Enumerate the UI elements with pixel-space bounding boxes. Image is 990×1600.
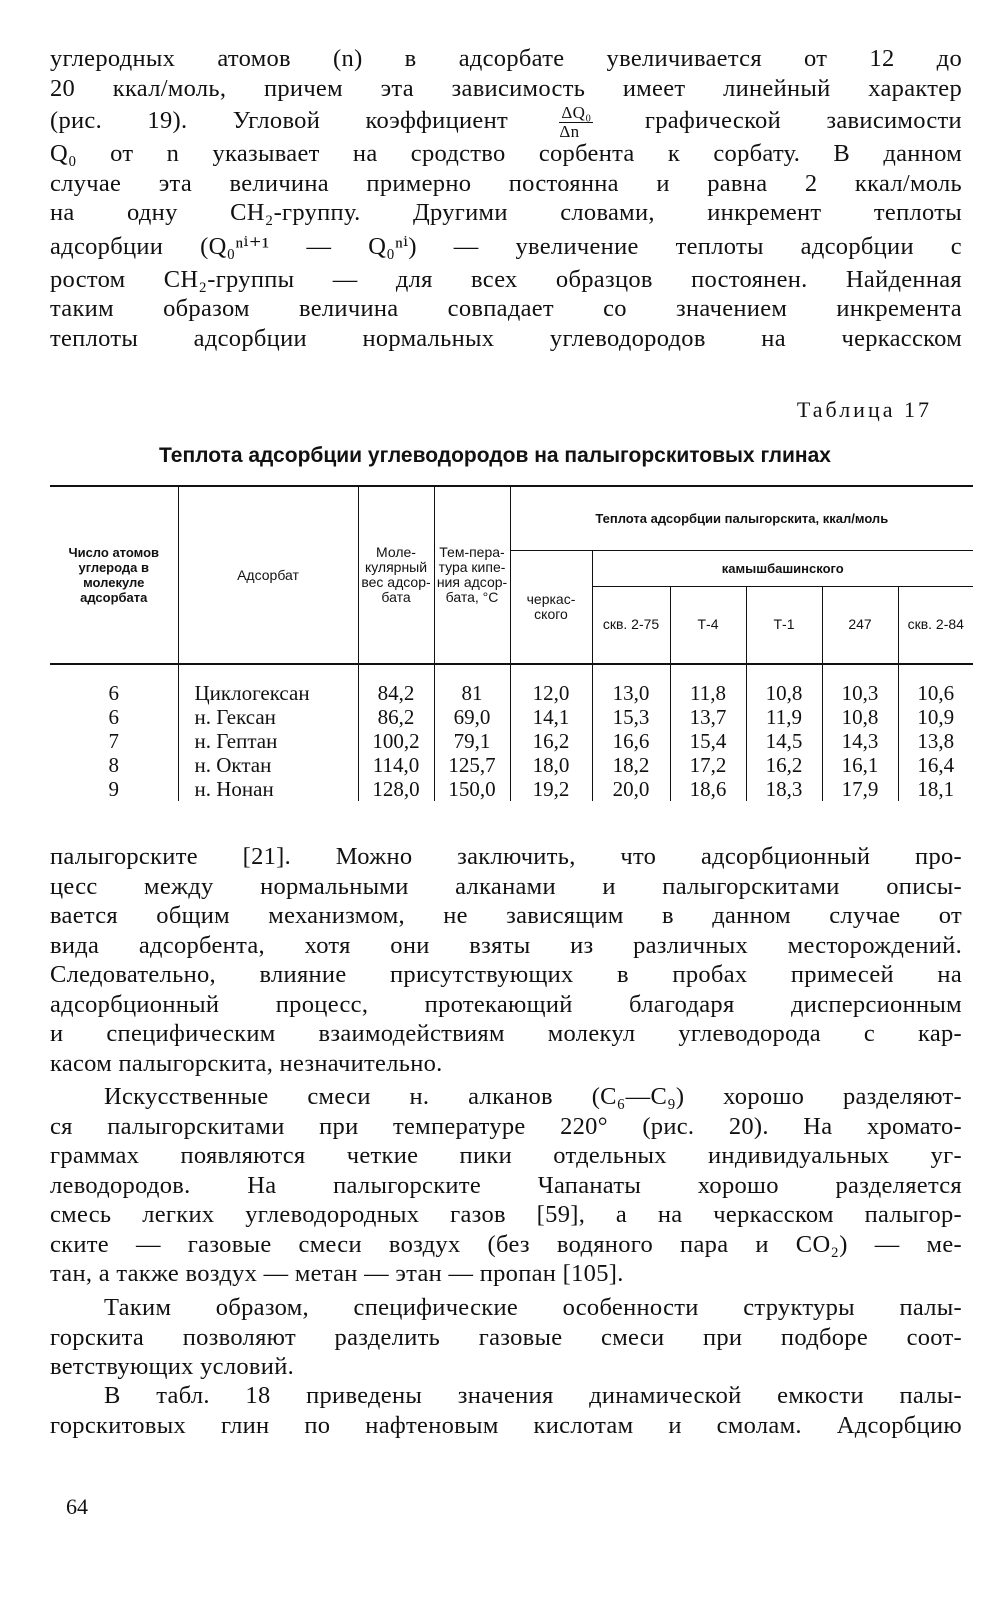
cell-heat: 13,7 [670, 705, 746, 729]
cell-heat: 11,9 [746, 705, 822, 729]
cell-carbon-count: 6 [108, 681, 119, 705]
text-line: Таким образом, специфические особенности структуры палы- [104, 1294, 962, 1321]
cell-heat: 16,4 [898, 753, 973, 777]
text-line: случае эта величина примерно постоянна и равна 2 ккал/моль [50, 169, 962, 197]
text-line: Q₀ от n указывает на сродство сорбента к сорбату. В данном [50, 140, 962, 167]
cell-molecular-weight: 100,2 [358, 729, 434, 753]
cell-heat: 16,6 [592, 729, 670, 753]
text-line: Искусственные смеси н. алканов (C₆—C₉) хорошо разделяют- [104, 1083, 962, 1110]
text-line: ростом CH₂-группы — для всех образцов постоянен. Найденная [50, 265, 962, 293]
cell-carbon-count: 8 [108, 753, 119, 777]
header-adsorbate: Адсорбат [178, 486, 358, 664]
header-boiling-temperature: Тем-пера-тура кипе-ния адсор-бата, °C [434, 486, 510, 664]
cell-heat: 17,9 [822, 777, 898, 801]
cell-carbon-count: 9 [108, 777, 119, 801]
cell-boiling-temp: 81 [434, 664, 510, 705]
table-body [50, 664, 973, 801]
cell-heat: 14,3 [822, 729, 898, 753]
text-line: ветствующих условий. [50, 1353, 295, 1380]
text-line: вается общим механизмом, не зависящим в данном случае от [50, 902, 962, 929]
table-row [50, 705, 973, 729]
cell-molecular-weight: 114,0 [358, 753, 434, 777]
text-line: таким образом величина совпадает со значением инкремента [50, 295, 962, 322]
text-line: на одну CH₂-группу. Другими словами, инкремент теплоты [50, 199, 962, 226]
bottom-paragraph-1 [50, 842, 962, 1078]
text-line: 20 ккал/моль, причем эта зависимость имеет линейный характер [50, 74, 962, 102]
table-row [50, 777, 973, 801]
cell-boiling-temp: 125,7 [434, 753, 510, 777]
header-well-2-84: скв. 2-84 [898, 586, 973, 664]
slope-fraction [559, 104, 593, 141]
cell-adsorbate: н. Нонан [178, 777, 358, 801]
table-number: Таблица 17 [796, 397, 932, 422]
table-row [50, 729, 973, 753]
text-line: и специфическим взаимодействиям молекул углеводорода с кар- [50, 1020, 962, 1047]
cell-boiling-temp: 79,1 [434, 729, 510, 753]
text-line: ся палыгорскитами при температуре 220° (рис. 20). На хромато- [50, 1112, 962, 1140]
text-line: вида адсорбента, хотя они взяты из различных месторождений. [50, 931, 962, 959]
page-number: 64 [66, 1494, 88, 1519]
cell-heat: 15,3 [592, 705, 670, 729]
text-line: горскитовых глин по нафтеновым кислотам и смолам. Адсорбцию [50, 1411, 962, 1439]
text-line: ските — газовые смеси воздух (без водяного пара и CO₂) — ме- [50, 1230, 962, 1258]
text-line: горскита позволяют разделить газовые смеси при подборе соот- [50, 1323, 962, 1351]
header-molecular-weight: Моле-кулярный вес адсор-бата [358, 486, 434, 664]
text-line: Следовательно, влияние присутствующих в пробах примесей на [50, 961, 962, 988]
cell-heat: 18,2 [592, 753, 670, 777]
text-line: В табл. 18 приведены значения динамической емкости палы- [104, 1382, 962, 1409]
cell-heat: 10,6 [898, 664, 973, 705]
cell-heat: 10,8 [746, 664, 822, 705]
header-kamyshbash: камышбашинского [592, 550, 973, 586]
cell-heat: 10,3 [822, 664, 898, 705]
cell-molecular-weight: 86,2 [358, 705, 434, 729]
cell-heat: 18,1 [898, 777, 973, 801]
cell-adsorbate: Циклогексан [178, 664, 358, 705]
fraction-line-before: (рис. 19). Угловой коэффициент [50, 107, 509, 134]
cell-heat: 10,9 [898, 705, 973, 729]
cell-heat: 10,8 [822, 705, 898, 729]
cell-boiling-temp: 150,0 [434, 777, 510, 801]
cell-heat: 15,4 [670, 729, 746, 753]
cell-heat: 17,2 [670, 753, 746, 777]
cell-carbon-count: 7 [108, 729, 119, 753]
bottom-paragraph-4 [50, 1381, 962, 1440]
cell-adsorbate: н. Гексан [178, 705, 358, 729]
text-line: адсорбции (Q₀ⁿⁱ⁺¹ — Q₀ⁿⁱ) — увеличение теплоты адсорбции с [50, 232, 962, 260]
header-t-1: Т-1 [746, 586, 822, 664]
fraction-numerator: ΔQ₀ [561, 102, 592, 122]
cell-heat: 16,2 [510, 729, 592, 753]
table-row [50, 753, 973, 777]
header-cherkassky: черкас-ского [510, 550, 592, 664]
text-line-with-fraction [50, 103, 962, 139]
table-title: Теплота адсорбции углеводородов на палыгорскитовых глинах [159, 444, 831, 467]
cell-heat: 18,3 [746, 777, 822, 801]
header-well-2-75: скв. 2-75 [592, 586, 670, 664]
cell-heat: 20,0 [592, 777, 670, 801]
cell-heat: 16,1 [822, 753, 898, 777]
text-line: леводородов. На палыгорските Чапанаты хорошо разделяется [50, 1171, 962, 1199]
header-t-4: Т-4 [670, 586, 746, 664]
bottom-paragraph-3 [50, 1293, 962, 1382]
fraction-denominator: Δn [559, 121, 580, 141]
cell-heat: 18,0 [510, 753, 592, 777]
cell-heat: 18,6 [670, 777, 746, 801]
text-line: смесь легких углеводородных газов [59], а на черкасском палыгор- [50, 1201, 962, 1228]
top-paragraph [50, 44, 962, 353]
header-heat-of-adsorption: Теплота адсорбции палыгорскита, ккал/моль [510, 486, 973, 550]
cell-adsorbate: н. Гептан [178, 729, 358, 753]
text-line: углеродных атомов (n) в адсорбате увеличивается от 12 до [50, 45, 962, 72]
cell-heat: 13,8 [898, 729, 973, 753]
cell-heat: 13,0 [592, 664, 670, 705]
cell-heat: 14,5 [746, 729, 822, 753]
text-line: касом палыгорскита, незначительно. [50, 1049, 443, 1077]
text-line: адсорбционный процесс, протекающий благодаря дисперсионным [50, 990, 962, 1018]
cell-heat: 14,1 [510, 705, 592, 729]
header-247: 247 [822, 586, 898, 664]
cell-heat: 16,2 [746, 753, 822, 777]
cell-heat: 11,8 [670, 664, 746, 705]
text-line: теплоты адсорбции нормальных углеводородов на черкасском [50, 324, 962, 352]
text-line: тан, а также воздух — метан — этан — пропан [105]. [50, 1260, 624, 1287]
header-carbon-atoms: Число атомов углерода в молекуле адсорбата [50, 486, 178, 664]
text-line: граммах появляются четкие пики отдельных индивидуальных уг- [50, 1142, 962, 1169]
cell-carbon-count: 6 [108, 705, 119, 729]
text-line: палыгорските [21]. Можно заключить, что адсорбционный про- [50, 843, 962, 870]
table-row [50, 664, 973, 705]
bottom-paragraph-2 [50, 1082, 962, 1289]
fraction-line-after: графической зависимости [644, 107, 962, 134]
cell-adsorbate: н. Октан [178, 753, 358, 777]
cell-molecular-weight: 128,0 [358, 777, 434, 801]
cell-molecular-weight: 84,2 [358, 664, 434, 705]
cell-boiling-temp: 69,0 [434, 705, 510, 729]
cell-heat: 19,2 [510, 777, 592, 801]
text-line: цесс между нормальными алканами и палыгорскитами описы- [50, 872, 962, 900]
heat-adsorption-table [50, 485, 973, 801]
cell-heat: 12,0 [510, 664, 592, 705]
